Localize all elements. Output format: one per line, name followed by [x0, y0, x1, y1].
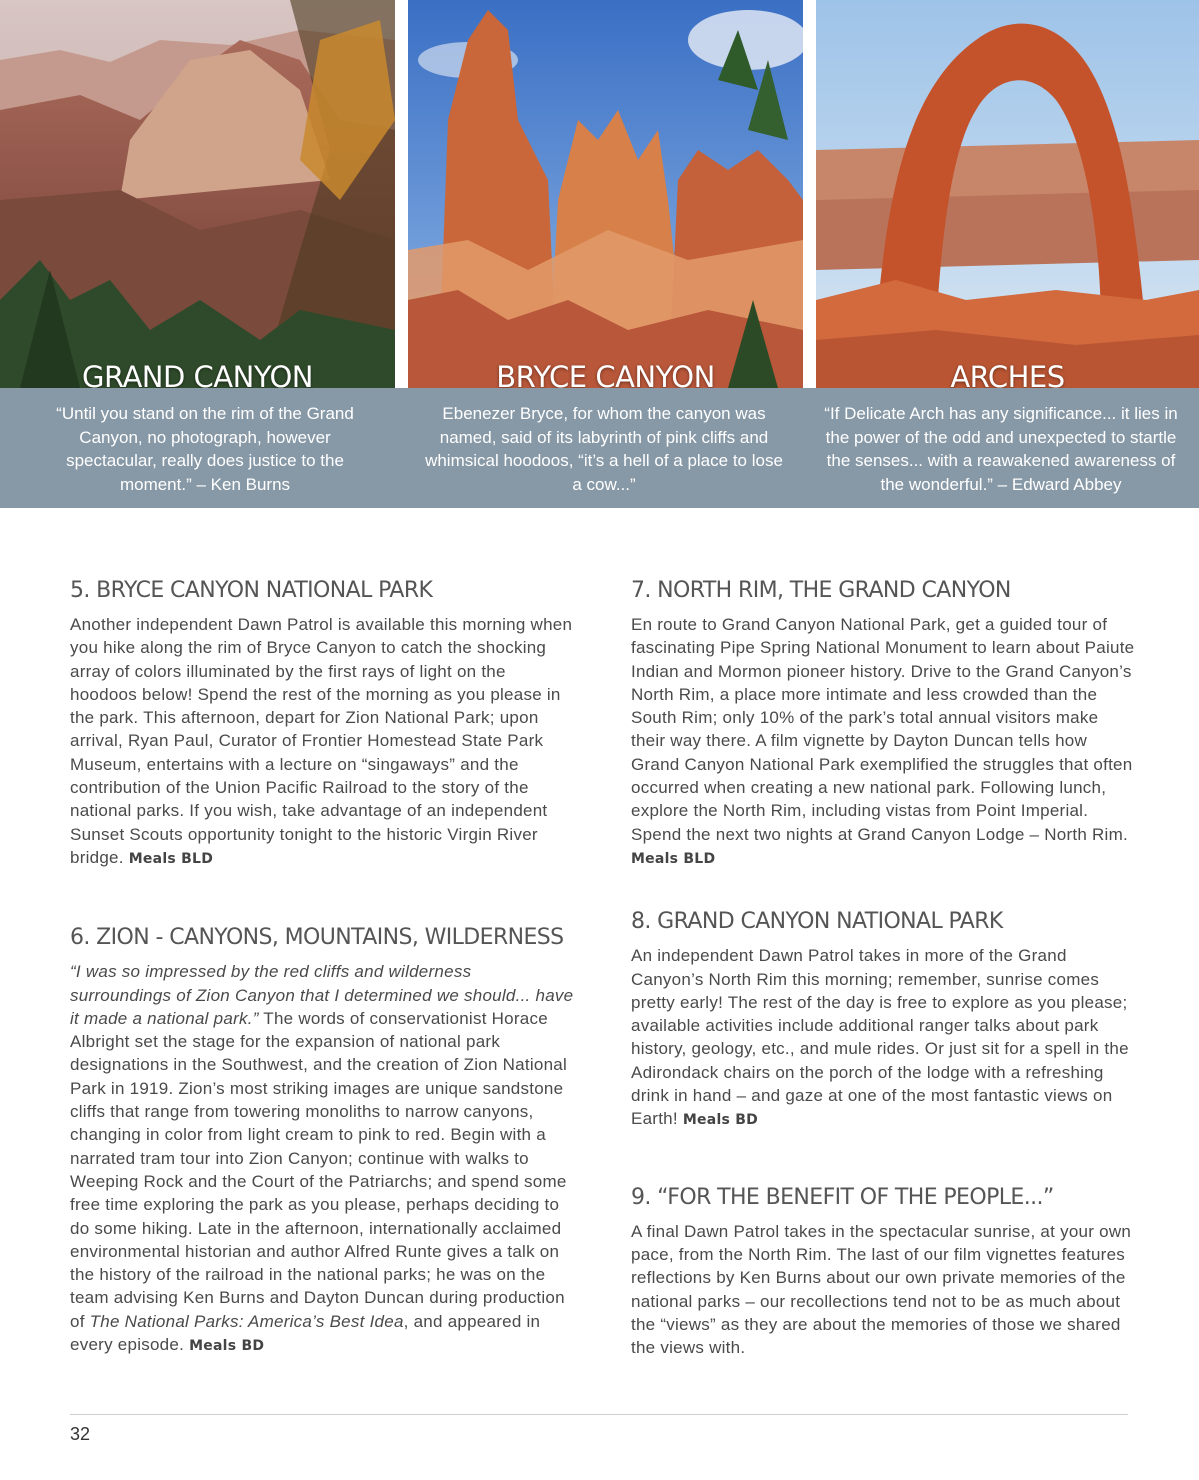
day-5-title: 5. BRYCE CANYON NATIONAL PARK — [70, 578, 433, 603]
bryce-canyon-image — [408, 0, 803, 388]
grand-canyon-caption: “Until you stand on the rim of the Grand Canyon, no photograph, however spectacular, really does justice to the moment.” – Ken Burns — [56, 404, 354, 494]
day-8-body — [631, 944, 1136, 1132]
left-column — [70, 578, 575, 1394]
arches-caption: “If Delicate Arch has any significance... it lies in the power of the odd and unexpected to startle the senses... with a reawakened awareness of the wonderful.” – Edward Abbey — [824, 404, 1178, 494]
photo-strip — [0, 0, 1199, 388]
arches-image — [816, 0, 1199, 388]
day-5-body — [70, 613, 575, 871]
day-6-title: 6. ZION - CANYONS, MOUNTAINS, WILDERNESS — [70, 925, 564, 951]
bryce-canyon-caption: Ebenezer Bryce, for whom the canyon was named, said of its labyrinth of pink cliffs and whimsical hoodoos, “it’s a hell of a place to lose a cow...” — [425, 404, 783, 494]
day-6-text-b: , and appeared in every episode. — [70, 1311, 541, 1355]
day-6-text-a: The words of conservationist Horace Albright set the stage for the expansion of national park designations in the Southwest, and the creation of Zion National Park in 1919. Zion’s most striking images are unique sandstone cliffs that range from towering monoliths to narrow canyons, changing in color from light cream to pink to red. Begin with a narrated tram tour into Zion Canyon; continue with walks to Weeping Rock and the Court of the Patriarchs; and spend some free time exploring the park as you please, perhaps deciding to do some hiking. Late in the afternoon, internationally acclaimed environmental historian and author Alfred Runte gives a talk on the history of the railroad in the national parks; he was on the team advising Ken Burns and Dayton Duncan during production of — [70, 1008, 568, 1331]
grand-canyon-image — [0, 0, 395, 388]
day-7-body — [631, 613, 1136, 871]
arches-title: ARCHES — [950, 360, 1065, 388]
day-7-title: 7. NORTH RIM, THE GRAND CANYON — [631, 578, 1011, 603]
day-5-meals: Meals BLD — [128, 850, 214, 867]
day-6-body — [70, 960, 575, 1358]
day-6-meals: Meals BD — [189, 1338, 265, 1355]
arches-photo — [816, 0, 1199, 388]
right-column — [631, 578, 1136, 1395]
day-6-quote: “I was so impressed by the red cliffs and wilderness surroundings of Zion Canyon that I determined we should... have it made a national park.” — [70, 962, 574, 1028]
day-8-section — [631, 909, 1136, 1132]
day-9-section — [631, 1185, 1136, 1360]
day-5-section — [70, 578, 575, 871]
day-7-text: En route to Grand Canyon National Park, get a guided tour of fascinating Pipe Spring National Monument to learn about Paiute Indian and Mormon pioneer history. Drive to the Grand Canyon’s North Rim, a place more intimate and less crowded than the South Rim; only 10% of the park’s total annual visitors make their way there. A film vignette by Dayton Duncan tells how Grand Canyon National Park exemplified the struggles that often occurred when creating a new national park. Following lunch, explore the North Rim, including vistas from Point Imperial. Spend the next two nights at Grand Canyon Lodge – North Rim. — [631, 615, 1135, 844]
day-6-book-title: The National Parks: America’s Best Idea — [89, 1311, 404, 1331]
day-7-section — [631, 578, 1136, 871]
bryce-canyon-title: BRYCE CANYON — [496, 360, 715, 388]
day-8-text: An independent Dawn Patrol takes in more of the Grand Canyon’s North Rim this morning; remember, sunrise comes pretty early! The rest of the day is free to explore as you please; available activities include additional ranger talks about park history, geology, etc., and mule rides. Or just sit for a spell in the Adirondack chairs on the porch of the lodge with a refreshing drink in hand – and gaze at one of the most fantastic views on Earth! — [631, 946, 1129, 1129]
footer-divider — [70, 1414, 1128, 1415]
day-8-title: 8. GRAND CANYON NATIONAL PARK — [631, 909, 1003, 935]
day-8-meals: Meals BD — [682, 1112, 759, 1129]
day-9-title: 9. “FOR THE BENEFIT OF THE PEOPLE...” — [631, 1184, 1054, 1210]
day-5-text: Another independent Dawn Patrol is available this morning when you hike along the rim of Bryce Canyon to catch the shocking array of colors illuminated by the first rays of light on the hoodoos below! Spend the rest of the morning as you please in the park. This afternoon, depart for Zion National Park; upon arrival, Ryan Paul, Curator of Frontier Homestead State Park Museum, entertains with a lecture on “singaways” and the contribution of the Union Pacific Railroad to the story of the national parks. If you wish, take advantage of an independent Sunset Scouts opportunity tonight to the historic Virgin River bridge. — [70, 615, 573, 867]
page-number: 32 — [70, 1424, 91, 1444]
grand-canyon-photo — [0, 0, 395, 388]
bryce-canyon-photo — [408, 0, 803, 388]
day-9-body: A final Dawn Patrol takes in the spectacular sunrise, at your own pace, from the North Rim. The last of our film vignettes features reflections by Ken Burns about our own private memories of the national parks – our recollections tend not to be as much about the “views” as they are about the memories of those we shared the views with. — [631, 1221, 1132, 1358]
day-6-section — [70, 925, 575, 1358]
grand-canyon-title: GRAND CANYON — [82, 360, 313, 388]
day-7-meals: Meals BLD — [631, 850, 716, 867]
caption-band — [0, 388, 1199, 508]
